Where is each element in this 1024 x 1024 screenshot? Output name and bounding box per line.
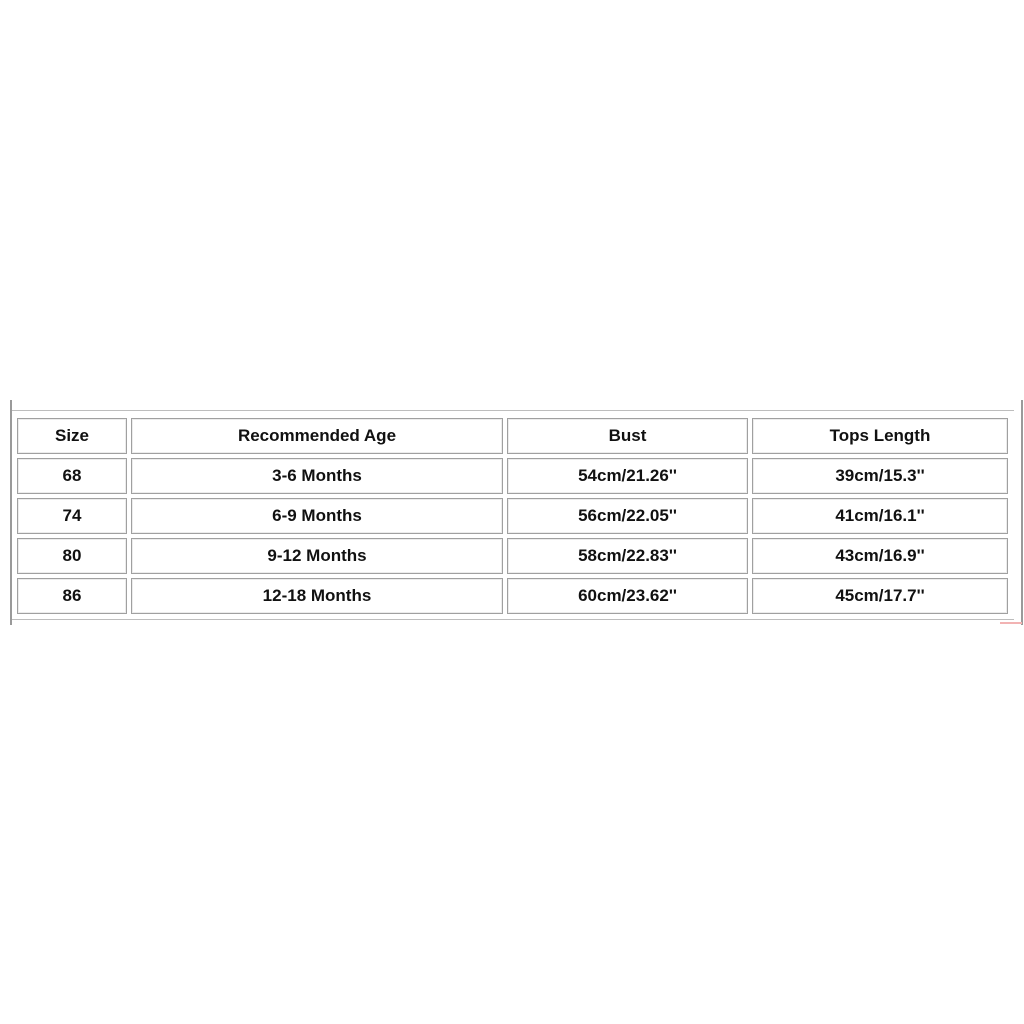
cell-recommended-age: 12-18 Months (131, 578, 503, 614)
header-row (17, 418, 1008, 454)
header-size: Size (17, 418, 127, 454)
left-border-line (10, 400, 12, 625)
cell-recommended-age: 6-9 Months (131, 498, 503, 534)
header-tops-length: Tops Length (752, 418, 1008, 454)
cell-bust: 54cm/21.26'' (507, 458, 748, 494)
cell-size: 68 (17, 458, 127, 494)
decorative-mark (1000, 622, 1022, 624)
cell-bust: 60cm/23.62'' (507, 578, 748, 614)
cell-bust: 56cm/22.05'' (507, 498, 748, 534)
cell-tops-length: 43cm/16.9'' (752, 538, 1008, 574)
size-chart-table (13, 414, 1012, 618)
cell-size: 80 (17, 538, 127, 574)
cell-tops-length: 41cm/16.1'' (752, 498, 1008, 534)
header-recommended-age: Recommended Age (131, 418, 503, 454)
cell-tops-length: 39cm/15.3'' (752, 458, 1008, 494)
cell-recommended-age: 9-12 Months (131, 538, 503, 574)
table-row (17, 578, 1008, 614)
cell-recommended-age: 3-6 Months (131, 458, 503, 494)
cell-bust: 58cm/22.83'' (507, 538, 748, 574)
table-row (17, 458, 1008, 494)
right-border-line (1021, 400, 1023, 625)
table-row (17, 538, 1008, 574)
header-bust: Bust (507, 418, 748, 454)
table-row (17, 498, 1008, 534)
cell-tops-length: 45cm/17.7'' (752, 578, 1008, 614)
cell-size: 74 (17, 498, 127, 534)
cell-size: 86 (17, 578, 127, 614)
